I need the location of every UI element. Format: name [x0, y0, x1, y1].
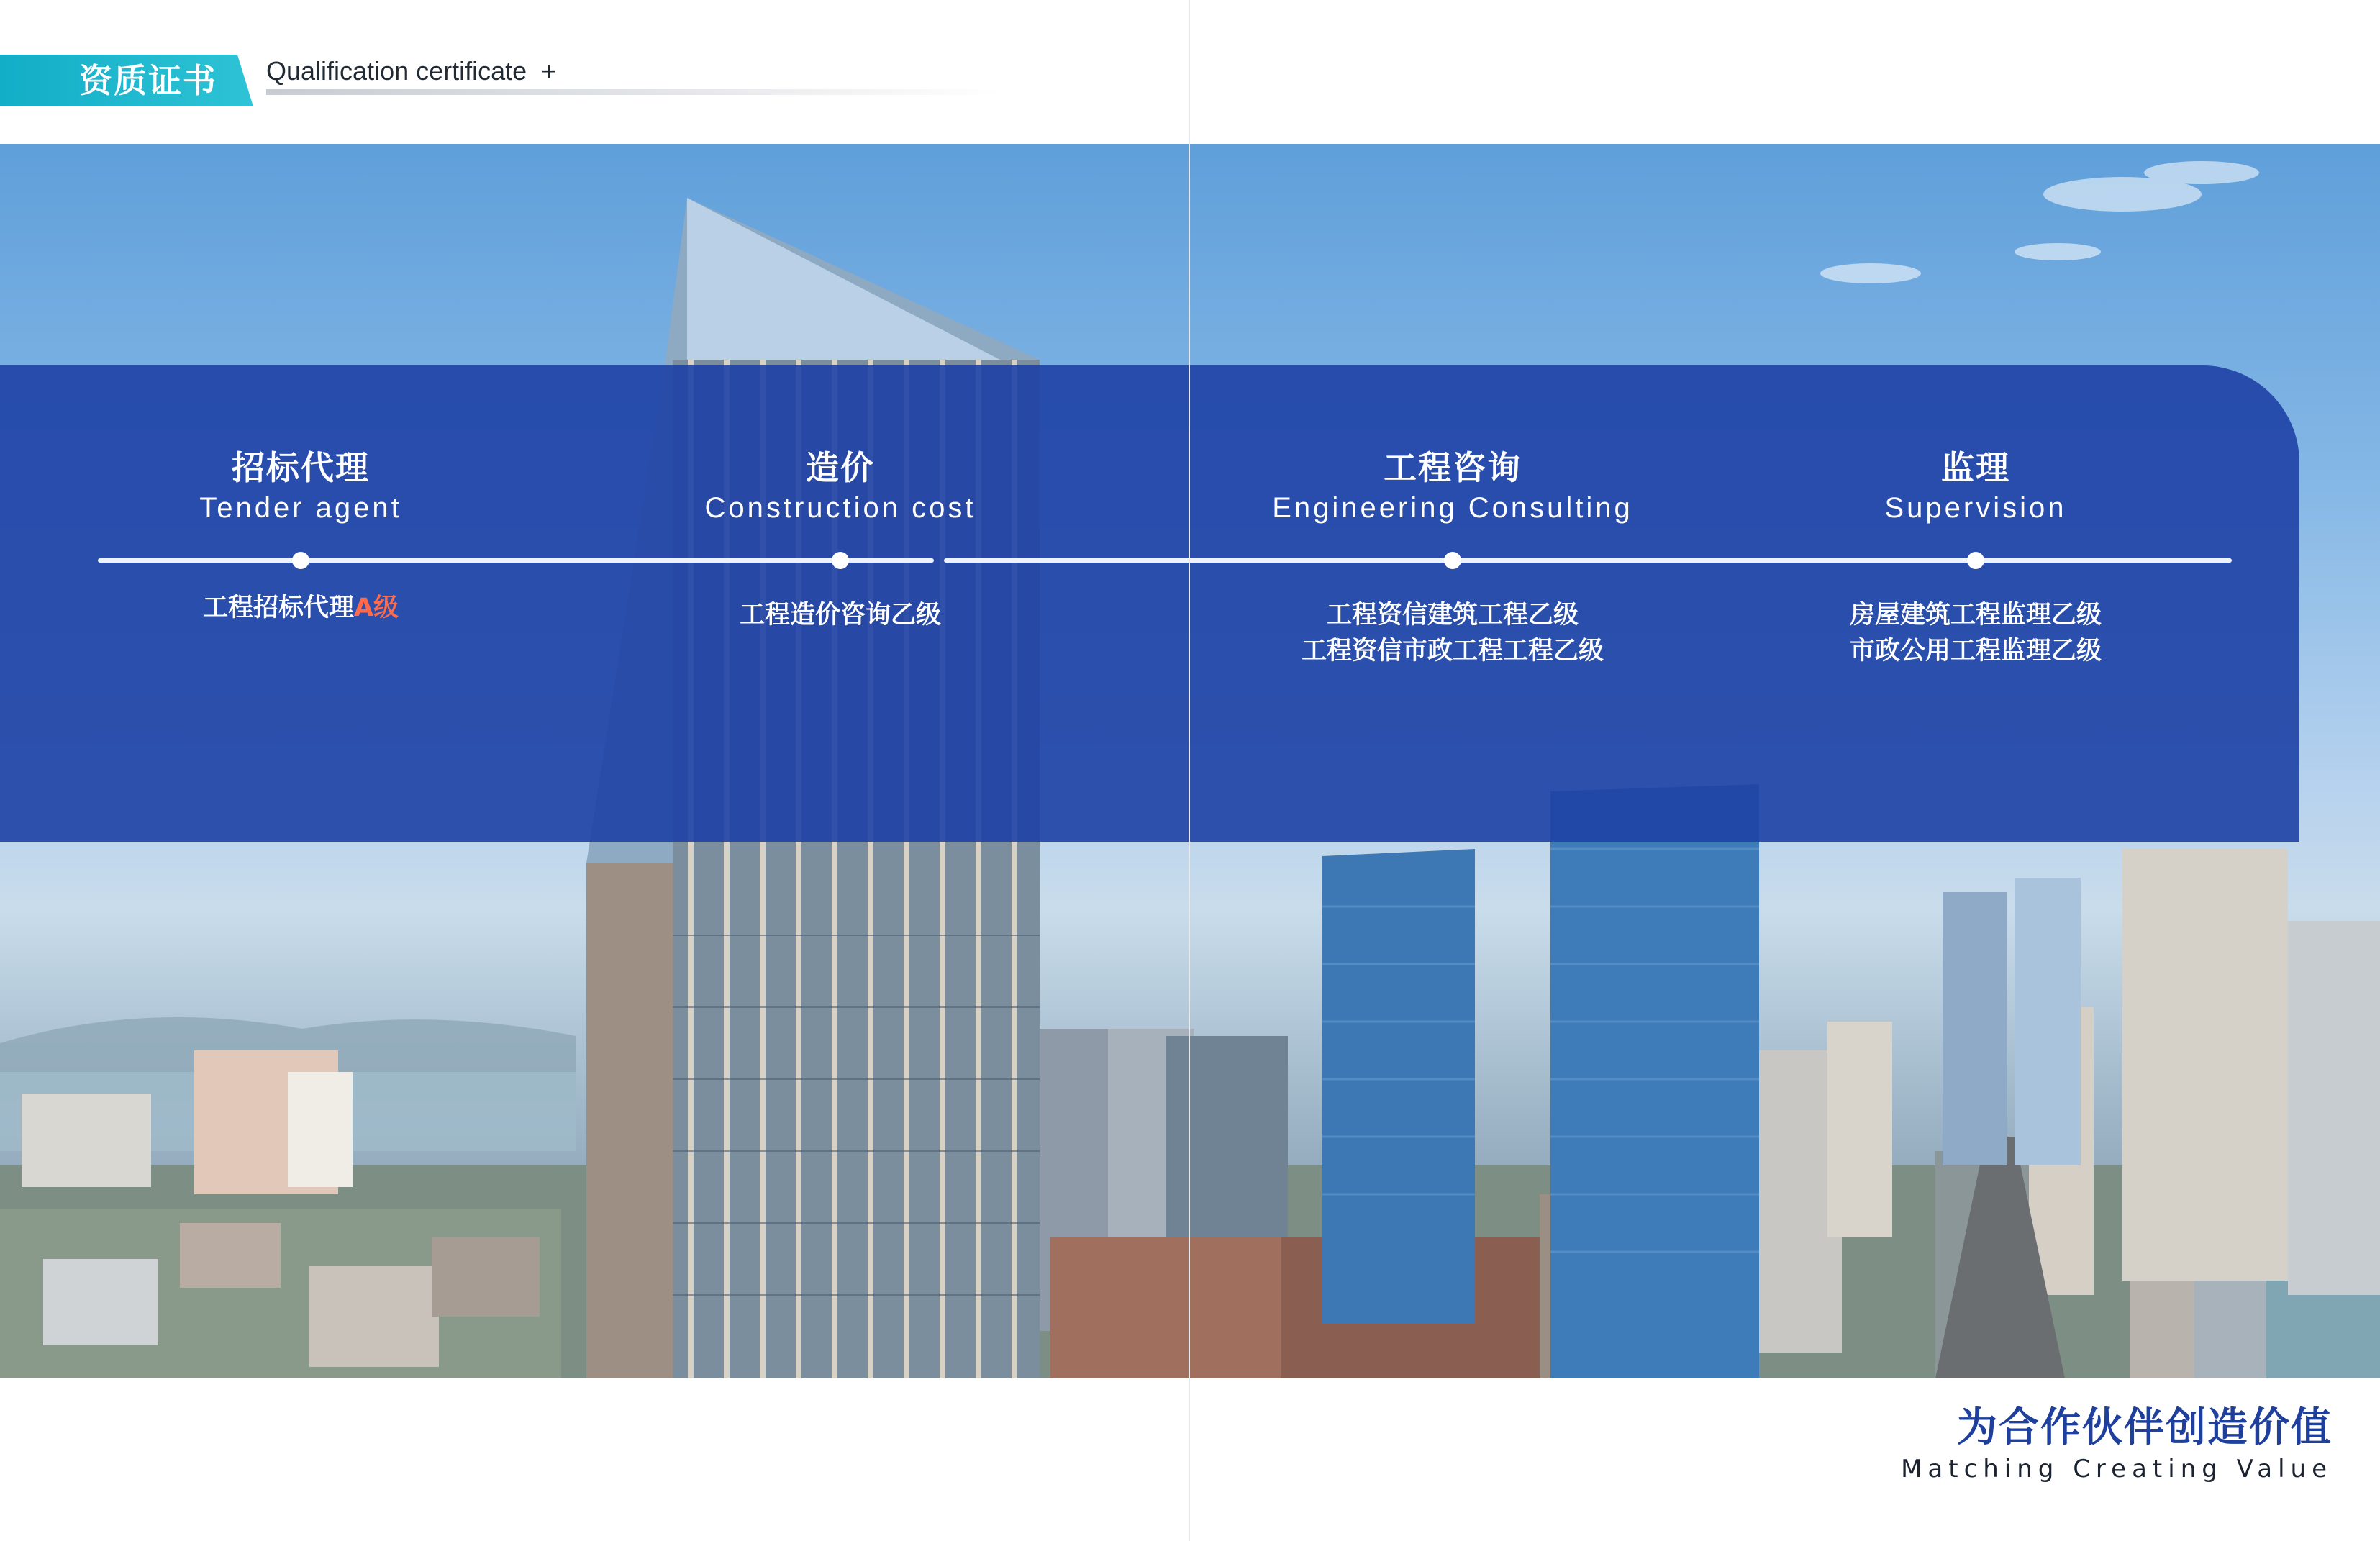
category-subtitle: Construction cost — [704, 492, 976, 524]
grade-label: A级 — [353, 594, 399, 622]
slogan-english: Matching Creating Value — [1901, 1455, 2333, 1483]
qualification-band — [0, 365, 2299, 842]
category-items — [85, 590, 517, 626]
category-items — [624, 597, 1056, 633]
section-subtitle-text: Qualification certificate — [266, 56, 527, 86]
category-subtitle: Tender agent — [199, 492, 402, 524]
category-subtitle: Supervision — [1884, 492, 2067, 524]
category-title: 造价 — [806, 448, 875, 487]
category-title: 工程咨询 — [1384, 448, 1522, 487]
category-tender-agent — [85, 446, 517, 527]
timeline-line-left — [98, 558, 934, 563]
timeline-dot — [292, 552, 309, 569]
slogan-chinese: 为合作伙伴创造价值 — [1957, 1404, 2333, 1451]
timeline-dot — [1967, 552, 1984, 569]
category-engineering-consulting — [1201, 446, 1704, 527]
section-subtitle — [266, 55, 556, 88]
qualification-item: 工程资信建筑工程乙级 — [1326, 601, 1579, 629]
section-title-underline — [266, 89, 1000, 95]
qualification-item: 工程招标代理A级 — [202, 594, 399, 622]
page-fold — [1189, 0, 1190, 1541]
qualification-item: 工程资信市政工程工程乙级 — [1301, 637, 1604, 665]
qualification-item: 工程造价咨询乙级 — [739, 601, 941, 629]
qualification-item: 市政公用工程监理乙级 — [1849, 637, 2102, 665]
timeline-dot — [832, 552, 849, 569]
category-items — [1201, 597, 1704, 669]
qualification-item: 房屋建筑工程监理乙级 — [1849, 601, 2102, 629]
category-title: 招标代理 — [232, 448, 370, 487]
timeline-line-right — [944, 558, 2232, 563]
timeline-dot — [1444, 552, 1461, 569]
section-title: 资质证书 — [79, 61, 217, 100]
plus-icon: + — [541, 56, 557, 86]
category-title: 监理 — [1941, 448, 2010, 487]
category-items — [1760, 597, 2191, 669]
category-subtitle: Engineering Consulting — [1272, 492, 1633, 524]
category-supervision — [1760, 446, 2191, 527]
category-construction-cost — [624, 446, 1056, 527]
